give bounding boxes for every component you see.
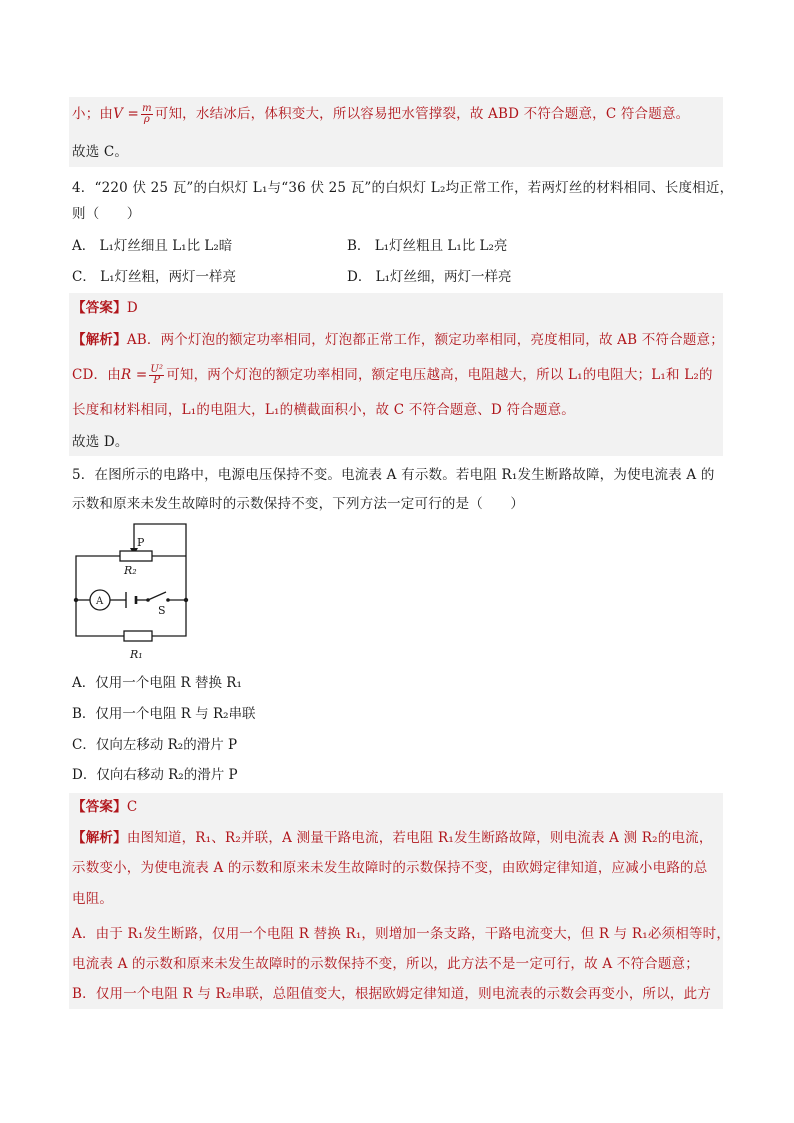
q4-option-a: A． L₁灯丝细且 L₁比 L₂暗: [72, 238, 233, 254]
q4-option-b: B． L₁灯丝粗且 L₁比 L₂亮: [347, 238, 508, 254]
rheostat-r2: [120, 551, 152, 561]
answer-tag: 【答案】: [72, 300, 127, 316]
q3-conclusion: 故选 C。: [72, 144, 129, 160]
q5-option-d: D．仅向右移动 R₂的滑片 P: [72, 767, 238, 783]
q4-analysis-line1: 【解析】AB．两个灯泡的额定功率相同，灯泡都正常工作，额定功率相同，亮度相同，故 AB 不符合题意；: [72, 332, 724, 348]
density-formula: $\frac{m}{\rho}$: [142, 103, 152, 125]
analysis-tag: 【解析】: [72, 332, 127, 348]
q5-analysis-line1: 【解析】由图知道，R₁、R₂并联，A 测量干路电流，若电阻 R₁发生断路故障，则电流表 A 测 R₂的电流，: [72, 830, 713, 846]
label-p: P: [137, 536, 145, 549]
q5-option-a: A．仅用一个电阻 R 替换 R₁: [72, 675, 242, 691]
q5-analysis-a-line1: A．由于 R₁发生断路，仅用一个电阻 R 替换 R₁，则增加一条支路，干路电流变大，但 R 与 R₁必须相等时，: [72, 926, 731, 942]
q5-option-b: B．仅用一个电阻 R 与 R₂串联: [72, 706, 256, 722]
q4-analysis-line2: CD．由R = $\frac{\text{U²}}{P}$ 可知，两个灯泡的额定功率相同，额定电压越高，电阻越大，所以 L₁的电阻大；L₁和 L₂的: [72, 364, 713, 386]
q5-answer: [72, 797, 137, 817]
q5-analysis-line2: 示数变小，为使电流表 A 的示数和原来未发生故障时的示数保持不变，由欧姆定律知道，应减小电路的总: [72, 860, 708, 876]
answer-tag: 【答案】: [72, 799, 127, 815]
resistor-r1: [124, 631, 152, 641]
circuit-diagram: [64, 518, 194, 668]
label-r1: R₁: [130, 648, 143, 661]
q4-answer: [72, 298, 138, 318]
power-formula: $\frac{\text{U²}}{P}$: [150, 364, 164, 386]
q4-stem-line1: 4．“220 伏 25 瓦”的白炽灯 L₁与“36 伏 25 瓦”的白炽灯 L₂均正常工作，若两灯丝的材料相同、长度相近，: [72, 180, 734, 196]
q5-stem-line2: 示数和原来未发生故障时的示数保持不变，下列方法一定可行的是（ ）: [72, 496, 525, 512]
label-ammeter: A: [96, 596, 104, 607]
q4-option-d: D． L₁灯丝细，两灯一样亮: [347, 269, 512, 285]
q5-analysis-b-line1: B．仅用一个电阻 R 与 R₂串联，总阻值变大，根据欧姆定律知道，则电流表的示数会再变小，所以，此方: [72, 986, 712, 1002]
q4-stem-line2: 则（ ）: [72, 206, 141, 222]
q4-analysis-line3: 长度和材料相同，L₁的电阻大，L₁的横截面积小，故 C 不符合题意、D 符合题意。: [72, 402, 575, 418]
label-r2: R₂: [124, 564, 137, 577]
q3-analysis-line: 小；由V = $\frac{m}{\rho}$ 可知，水结冰后，体积变大，所以容易把水管撑裂，故 ABD 不符合题意，C 符合题意。: [72, 103, 690, 125]
q5-analysis-line3: 电阻。: [72, 891, 114, 907]
q5-option-c: C．仅向左移动 R₂的滑片 P: [72, 737, 238, 753]
analysis-band-q5: [69, 793, 723, 1009]
q4-conclusion: 故选 D。: [72, 434, 129, 450]
label-s: S: [158, 604, 166, 617]
answer-value: C: [126, 799, 138, 815]
answer-value: D: [126, 300, 138, 316]
q5-analysis-a-line2: 电流表 A 的示数和原来未发生故障时的示数保持不变，所以，此方法不是一定可行，故 A 不符合题意；: [72, 956, 699, 972]
analysis-tag: 【解析】: [72, 830, 127, 846]
q4-option-c: C． L₁灯丝粗，两灯一样亮: [72, 269, 236, 285]
q5-stem-line1: 5．在图所示的电路中，电源电压保持不变。电流表 A 有示数。若电阻 R₁发生断路故障，为使电流表 A 的: [72, 467, 715, 483]
switch-blade: [148, 592, 166, 600]
